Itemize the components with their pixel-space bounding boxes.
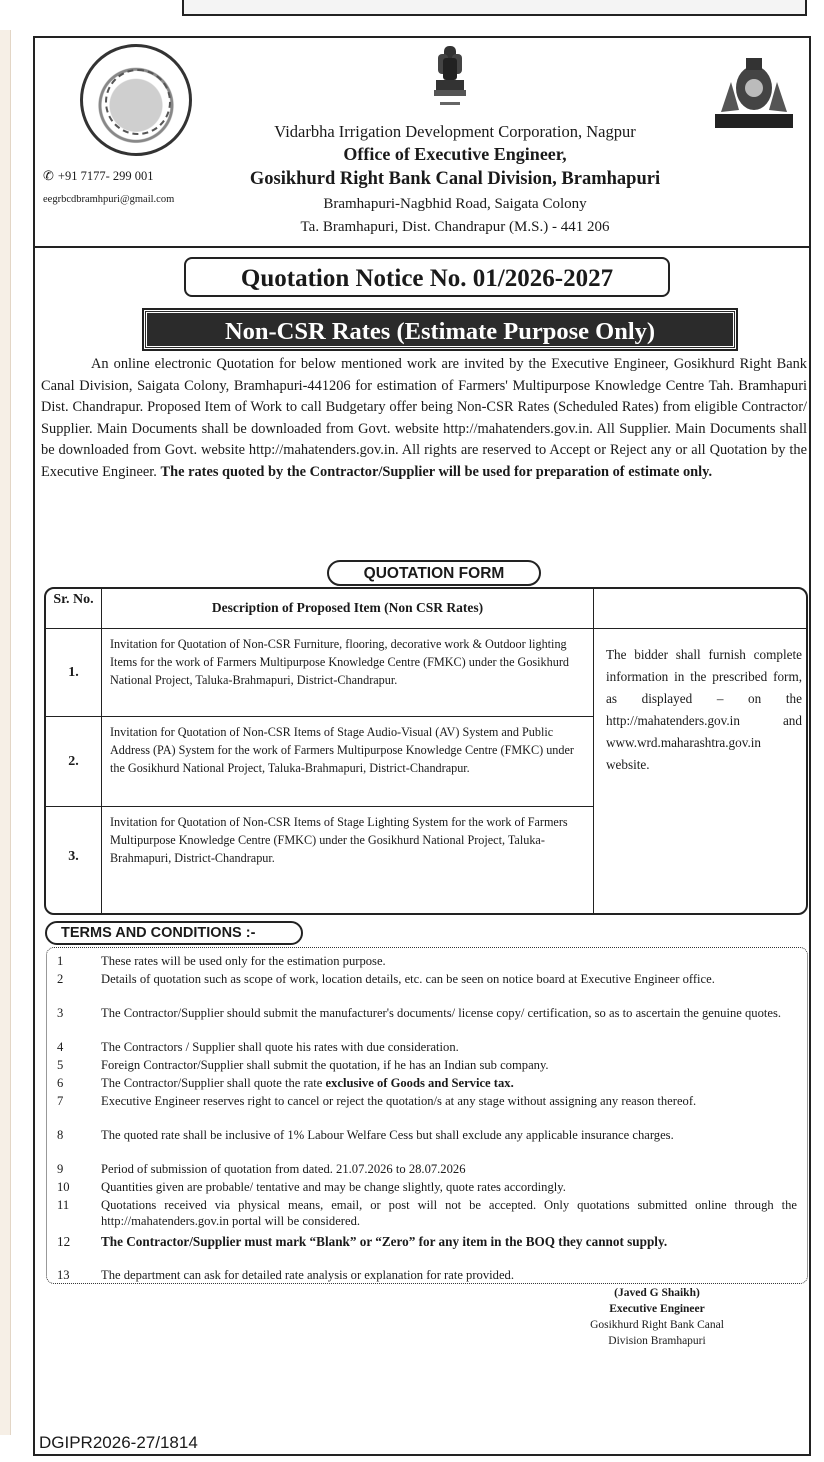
corporation-name: Vidarbha Irrigation Development Corporation, Nagpur — [274, 122, 636, 141]
signatory-office-2: Division Bramhapuri — [608, 1335, 706, 1347]
row-2-desc: Invitation for Quotation of Non-CSR Items of Stage Audio-Visual (AV) System and Public Address (PA) System for the work of Farmers Multipurpose Knowledge Centre (FMKC) under the Gosikhurd National Project, Taluka-Brahmapuri, District-Chandrapur. — [102, 717, 594, 807]
notice-body — [41, 354, 807, 484]
phone-contact — [43, 168, 154, 184]
national-emblem-icon — [430, 44, 470, 114]
quotation-notice — [33, 36, 811, 1456]
notice-body-text: An online electronic Quotation for below mentioned work are invited by the Executive Engineer, Gosikhurd Right Bank Canal Division, Saigata Colony, Bramhapuri-441206 for estimation of Farmers' Multipurpose Knowledge Centre Tah. Bramhapuri Dist. Chandrapur. Proposed Item of Work to call Budgetary offer being Non-CSR Rates (Scheduled Rates) from eligible Contractor/ Supplier. Main Documents shall be downloaded from Govt. website http://mahatenders.gov.in. All Supplier. Main Documents shall be downloaded from Govt. website http://mahatenders.gov.in. All rights are reserved to Accept or Reject any or all Quotation by the Executive Engineer. — [41, 356, 807, 480]
quotation-form-title: QUOTATION FORM — [327, 560, 541, 586]
quotation-form-table — [44, 587, 808, 915]
previous-clipping-strip — [182, 0, 807, 16]
row-1-desc: Invitation for Quotation of Non-CSR Furniture, flooring, decorative work & Outdoor lighting Items for the work of Farmers Multipurpose Knowledge Centre (FMKC) under the Gosikhurd National Project, Taluka-Brahmapuri, District-Chandrapur. — [102, 629, 594, 717]
signatory-designation: Executive Engineer — [609, 1303, 705, 1315]
phone-icon: ✆ — [43, 168, 54, 183]
office-title: Office of Executive Engineer, — [343, 144, 567, 164]
header-blank — [594, 589, 808, 629]
row-3-sr: 3. — [46, 807, 102, 915]
header-description: Description of Proposed Item (Non CSR Rates) — [102, 589, 594, 629]
terms-title: TERMS AND CONDITIONS :- — [45, 921, 303, 945]
row-2-sr: 2. — [46, 717, 102, 807]
row-3-desc: Invitation for Quotation of Non-CSR Items of Stage Lighting System for the work of Farmers Multipurpose Knowledge Centre (FMKC) under the Gosikhurd National Project, Taluka-Brahmapuri, District-Chandrapur. — [102, 807, 594, 915]
corporation-seal-icon — [80, 44, 192, 156]
notice-subtitle: Non-CSR Rates (Estimate Purpose Only) — [144, 310, 736, 349]
address-line-1: Bramhapuri-Nagbhid Road, Saigata Colony — [323, 196, 587, 212]
notice-title: Quotation Notice No. 01/2026-2027 — [184, 257, 670, 297]
reference-number: DGIPR2026-27/1814 — [39, 1433, 198, 1452]
state-crest-icon — [713, 52, 795, 136]
header-sr-no: Sr. No. — [46, 589, 102, 629]
phone-number: +91 7177- 299 001 — [57, 169, 154, 183]
page-edge — [0, 30, 11, 1435]
address-line-2: Ta. Bramhapuri, Dist. Chandrapur (M.S.) - 441 206 — [300, 219, 610, 235]
division-name: Gosikhurd Right Bank Canal Division, Bramhapuri — [249, 169, 661, 189]
bidder-note: The bidder shall furnish complete information in the prescribed form, as displayed – on the http://mahatenders.gov.in and www.wrd.maharashtra.gov.in website. — [606, 647, 802, 772]
notice-body-bold: The rates quoted by the Contractor/Supplier will be used for preparation of estimate only. — [160, 463, 713, 480]
terms-list: 1 These rates will be used only for the estimation purpose. 2 Details of quotation such as scope of work, location details, etc. can be seen on notice board at Executive Engineer office. 3 The Contractor/Supplier should submit the manufacturer's documents/ license copy/ certification, so as to ascertain the genuine quotes. 4 The Contractors / Supplier shall quote his rates with due consideration. 5 Foreign Contractor/Supplier shall submit the quotation, if he has an Indian sub company. 6 The Contractor/Supplier shall quote the rate exclusive of Goods and Service tax. 7 Executive Engineer reserves right to cancel or reject the quotation/s at any stage without assigning any reason thereof. 8 The quoted rate shall be inclusive of 1% Labour Welfare Cess but shall exclude any applicable insurance charges. 9 Period of submission of quotation from dated. 21.07.2026 to 28.07.2026 10 Quantities given are probable/ tentative and may be change slightly, quote rates accordingly. 11 Quotations received via physical means, email, or post will not be accepted. Only quotations submitted online through the http://mahatenders.gov.in portal will be considered. 12 The Contractor/Supplier must mark “Blank” or “Zero” for any item in the BOQ they cannot supply. 13 The department can ask for detailed rate analysis or explanation for rate provided. — [46, 947, 808, 1284]
notice-header — [35, 38, 809, 248]
signatory-office-1: Gosikhurd Right Bank Canal — [590, 1319, 724, 1331]
signatory-name: (Javed G Shaikh) — [614, 1287, 700, 1299]
email-contact: eegrbcdbramhpuri@gmail.com — [43, 194, 175, 205]
row-1-sr: 1. — [46, 629, 102, 717]
